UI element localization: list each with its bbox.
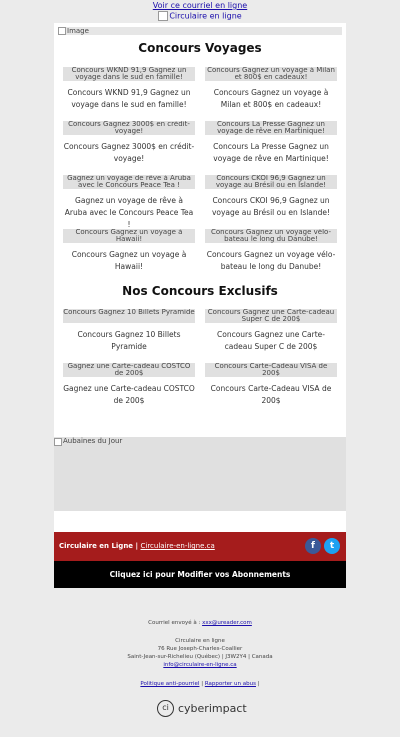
manage-subscriptions-button[interactable]: Cliquez ici pour Modifier vos Abonnements xyxy=(54,561,346,588)
contest-card[interactable] xyxy=(205,175,337,219)
link-separator: | xyxy=(257,681,260,687)
contest-image[interactable]: Concours CKOI 96,9 Gagnez un voyage au Brésil ou en Islande! xyxy=(205,175,337,189)
contest-image[interactable]: Gagnez une Carte-cadeau COSTCO de 200$ xyxy=(63,363,195,377)
contest-caption[interactable]: Concours WKND 91,9 Gagnez un voyage dans le sud en famille! xyxy=(67,88,191,109)
contest-caption[interactable]: Concours Gagnez un voyage vélo-bateau le long du Danube! xyxy=(206,250,336,271)
view-online-link-wrap xyxy=(0,1,400,11)
contest-card[interactable] xyxy=(63,229,195,273)
contest-image[interactable]: Concours La Presse Gagnez un voyage de rêve en Martinique! xyxy=(205,121,337,135)
deals-banner-image[interactable] xyxy=(54,437,346,511)
footer-brand-name: Circulaire en Ligne xyxy=(59,542,134,550)
contest-image[interactable]: Concours WKND 91,9 Gagnez un voyage dans le sud en famille! xyxy=(63,67,195,81)
facebook-icon[interactable]: f xyxy=(305,538,321,554)
company-email-line xyxy=(0,661,400,669)
sent-to-email[interactable]: xxx@ureader.com xyxy=(202,620,252,626)
contest-card[interactable] xyxy=(63,309,195,353)
footer-site-link[interactable]: Circulaire-en-ligne.ca xyxy=(140,542,215,550)
logo-alt-text: Circulaire en ligne xyxy=(169,11,242,21)
contest-image[interactable]: Gagnez un voyage de rêve à Aruba avec le Concours Peace Tea ! xyxy=(63,175,195,189)
company-email-link[interactable]: info@circulaire-en-ligne.ca xyxy=(163,662,237,668)
contest-caption[interactable]: Gagnez une Carte-cadeau COSTCO de 200$ xyxy=(63,384,195,405)
contest-card[interactable] xyxy=(205,121,337,165)
contest-caption[interactable]: Concours Gagnez un voyage à Milan et 800$ en cadeaux! xyxy=(213,88,329,109)
contest-image[interactable]: Concours Gagnez un voyage à Hawaii! xyxy=(63,229,195,243)
footer-links xyxy=(0,680,400,688)
sent-to-line xyxy=(0,619,400,627)
broken-image-icon xyxy=(54,438,62,446)
contest-card[interactable] xyxy=(63,67,195,111)
broken-image-icon xyxy=(158,11,168,21)
contest-caption[interactable]: Concours Gagnez 10 Billets Pyramide xyxy=(77,330,181,351)
contest-card[interactable] xyxy=(205,309,337,353)
view-online-link[interactable]: Voir ce courriel en ligne xyxy=(152,1,248,10)
broken-image-icon xyxy=(58,27,66,35)
contest-image[interactable]: Concours Gagnez un voyage vélo-bateau le long du Danube! xyxy=(205,229,337,243)
contest-caption[interactable]: Concours Carte-Cadeau VISA de 200$ xyxy=(210,384,332,405)
contest-caption[interactable]: Concours CKOI 96,9 Gagnez un voyage au Brésil ou en Islande! xyxy=(211,196,331,217)
contest-image[interactable]: Concours Gagnez une Carte-cadeau Super C de 200$ xyxy=(205,309,337,323)
company-name: Circulaire en ligne xyxy=(175,638,225,644)
contest-caption[interactable]: Gagnez un voyage de rêve à Aruba avec le Concours Peace Tea ! xyxy=(64,196,194,229)
contest-card[interactable] xyxy=(63,175,195,231)
logo-image[interactable] xyxy=(0,11,400,22)
footer-bar xyxy=(54,532,346,561)
cyberimpact-logo[interactable] xyxy=(157,700,247,720)
contest-card[interactable] xyxy=(205,67,337,111)
contest-caption[interactable]: Concours La Presse Gagnez un voyage de rêve en Martinique! xyxy=(213,142,329,163)
contest-caption[interactable]: Concours Gagnez une Carte-cadeau Super C de 200$ xyxy=(217,330,325,351)
sent-to-label: Courriel envoyé à : xyxy=(148,620,201,626)
hero-image[interactable] xyxy=(58,27,342,35)
footer-separator: | xyxy=(135,542,139,550)
contest-image[interactable]: Concours Carte-Cadeau VISA de 200$ xyxy=(205,363,337,377)
contest-card[interactable] xyxy=(205,363,337,407)
deals-alt-text: Aubaines du Jour xyxy=(63,437,123,445)
contest-card[interactable] xyxy=(63,121,195,165)
section-title-voyages: Concours Voyages xyxy=(138,41,262,55)
contest-caption[interactable]: Concours Gagnez un voyage à Hawaii! xyxy=(71,250,187,271)
contest-card[interactable] xyxy=(205,229,337,273)
spacer xyxy=(54,511,346,532)
cyberimpact-mark-icon: ci xyxy=(157,700,174,717)
contest-image[interactable]: Concours Gagnez un voyage à Milan et 800$ en cadeaux! xyxy=(205,67,337,81)
section-title-exclusifs: Nos Concours Exclusifs xyxy=(122,284,278,298)
antispam-policy-link[interactable]: Politique anti-pourriel xyxy=(140,681,200,687)
twitter-icon[interactable]: t xyxy=(324,538,340,554)
company-street: 76 Rue Joseph-Charles-Coallier xyxy=(157,646,243,652)
link-separator: | xyxy=(201,681,204,687)
contest-image[interactable]: Concours Gagnez 3000$ en crédit-voyage! xyxy=(63,121,195,135)
company-city: Saint-Jean-sur-Richelieu (Québec) | J3W2Y4 | Canada xyxy=(127,654,273,660)
hero-alt-text: Image xyxy=(67,27,89,35)
footer-brand xyxy=(59,542,215,550)
contest-caption[interactable]: Concours Gagnez 3000$ en crédit-voyage! xyxy=(63,142,195,163)
newsletter-panel xyxy=(54,23,346,437)
contest-image[interactable]: Concours Gagnez 10 Billets Pyramide xyxy=(63,309,195,323)
cyberimpact-wordmark: cyberimpact xyxy=(178,702,247,715)
contest-card[interactable] xyxy=(63,363,195,407)
report-abuse-link[interactable]: Rapporter un abus xyxy=(204,681,256,687)
